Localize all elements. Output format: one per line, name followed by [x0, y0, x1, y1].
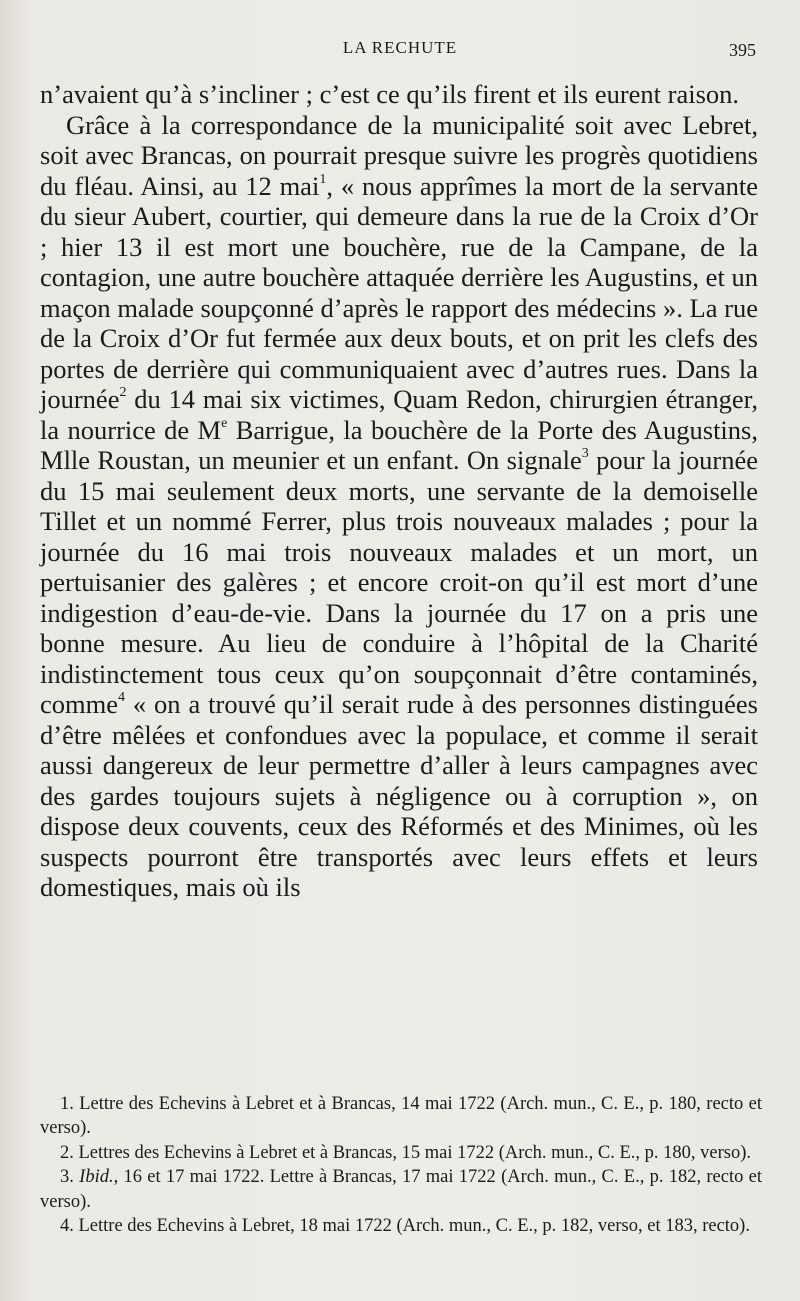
- paragraph-continuation: n’avaient qu’à s’incliner ; c’est ce qu’ils firent et ils eurent raison.: [40, 79, 740, 109]
- footnote-text: , 16 et 17 mai 1722. Lettre à Brancas, 17 mai 1722 (Arch. mun., C. E., p. 182, recto et verso).: [40, 1167, 762, 1212]
- running-title: LA RECHUTE: [342, 38, 458, 57]
- footnote-ref-1: 1: [319, 171, 327, 187]
- body-text: [40, 79, 758, 903]
- footnote-4: 4. Lettre des Echevins à Lebret, 18 mai 1722 (Arch. mun., C. E., p. 182, verso, et 183, recto).: [60, 1216, 750, 1237]
- text-run: pour la journée du 15 mai seulement deux morts, une servante de la demoiselle Tillet et un nommé Ferrer, plus trois nouveaux malades ; pour la journée du 16 mai trois nouveaux malades et un mort, un pertuisanier des galères ; et encore croit-on qu’il est mort d’une indigestion d’eau-de-vie. Dans la journée du 17 on a pris une bonne mesure. Au lieu de conduire à l’hôpital de la Charité indistinctement tous ceux qu’on soupçonnait d’être contaminés, comme: [40, 445, 758, 719]
- text-run: du 14 mai six victimes, Quam Redon, chirurgien étranger, la nourrice de M: [40, 384, 758, 445]
- page-number: 395: [729, 40, 756, 60]
- footnotes: [40, 1092, 762, 1238]
- text-run: , « nous apprîmes la mort de la servante du sieur Aubert, courtier, qui demeure dans la rue de la Croix d’Or ; hier 13 il est mort une bouchère, rue de la Campane, de la contagion, une autre bouchère attaquée derrière les Augustins, et un maçon malade soupçonné d’après le rapport des médecins ». La rue de la Croix d’Or fut fermée aux deux bouts, et on prit les clefs des portes de derrière qui communiquaient avec d’autres rues. Dans la journée: [40, 170, 758, 414]
- footnote-1: 1. Lettre des Echevins à Lebret et à Brancas, 14 mai 1722 (Arch. mun., C. E., p. 180, recto et verso).: [40, 1094, 762, 1139]
- text-run: « on a trouvé qu’il serait rude à des personnes distinguées d’être mêlées et confondues avec la populace, et comme il serait aussi dangereux de leur permettre d’aller à leurs campagnes avec des gardes toujours sujets à négligence ou à corruption », on dispose deux couvents, ceux des Réformés et des Minimes, où les suspects pourront être transportés avec leurs effets et leurs domestiques, mais où ils: [40, 689, 758, 902]
- footnote-ref-3: 3: [581, 446, 589, 461]
- footnote-ibid: Ibid.: [79, 1167, 114, 1188]
- footnote-number: 3.: [60, 1167, 80, 1188]
- paragraph-main: [40, 110, 758, 903]
- page-header: [0, 38, 800, 68]
- footnote-2: 2. Lettres des Echevins à Lebret et à Brancas, 15 mai 1722 (Arch. mun., C. E., p. 180, verso).: [60, 1142, 751, 1163]
- footnote-ref-4: 4: [118, 690, 125, 705]
- text-run: Grâce à la correspondance de la municipalité soit avec Lebret, soit avec Brancas, on pourrait presque suivre les progrès quotidiens du fléau. Ainsi, au 12 mai: [40, 109, 758, 201]
- superscript-e: e: [221, 415, 228, 431]
- footnote-ref-2: 2: [119, 385, 127, 400]
- footnote-3: [40, 1165, 762, 1214]
- text-run: Barrigue, la bouchère de la Porte des Augustins, Mlle Roustan, un meunier et un enfant. On signale: [40, 414, 758, 475]
